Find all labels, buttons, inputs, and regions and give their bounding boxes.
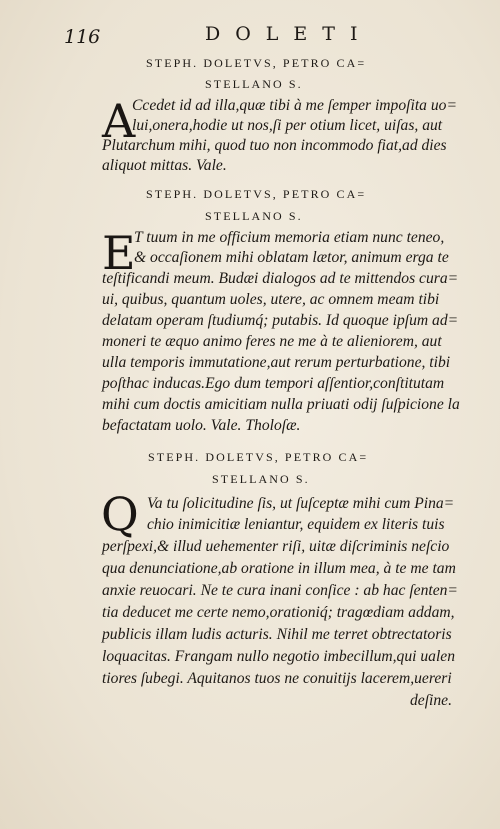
letter-text-line: loquacitas. Frangam nullo negotio imbecillum,qui ualen [102, 648, 455, 665]
letter-text-line: delatam operam ſtudiumq́; putabis. Id quoque ipſum ad= [102, 312, 459, 329]
drop-cap-initial: A [102, 94, 136, 148]
letter-text-line: anxie reuocari. Ne te cura inani conſice : ab hac ſenten= [102, 582, 458, 599]
letter-text-line: deſine. [410, 692, 452, 709]
drop-cap-initial: E [102, 226, 136, 280]
letter-heading-line1: STEPH. DOLETVS, PETRO CA= [146, 187, 367, 201]
letter-text-line: qua denunciatione,ab oratione in illum mea, à te me tam [102, 560, 456, 577]
letter-heading-line1: STEPH. DOLETVS, PETRO CA= [146, 56, 367, 70]
letter-text-line: & occaſionem mihi oblatam lætor, animum erga te [134, 249, 449, 266]
letter-text-line: lui,onera,hodie ut nos,ſi per otium licet, uiſas, aut [132, 117, 443, 134]
letter-text-line: chio inimicitiæ leniantur, equidem ex literis tuis [147, 516, 445, 533]
letter-heading-line2: STELLANO S. [205, 77, 303, 91]
letter-text-line: T tuum in me officium memoria etiam nunc teneo, [134, 229, 445, 246]
running-head: DOLETI [205, 23, 373, 45]
letter-text-line: Va tu ſolicitudine ſis, ut ſuſceptæ mihi cum Pina= [147, 495, 455, 512]
letter-text-line: poſthac inducas.Ego dum tempori aſſentior,conſtitutam [102, 375, 445, 392]
letter-heading-line2: STELLANO S. [212, 472, 310, 486]
letter-text-line: perſpexi,& illud uehementer riſi, uitæ diſcriminis neſcio [102, 538, 450, 555]
letter-text-line: moneri te æquo animo feres ne me à te alieniorem, aut [102, 333, 442, 350]
letter-text-line: Ccedet id ad illa,quæ tibi à me ſemper impoſita uo= [132, 97, 457, 114]
letter-text-line: ulla temporis immutatione,aut rerum perturbatione, tibi [102, 354, 451, 371]
page-number: 116 [64, 26, 101, 48]
letter-text-line: publicis illam ludis acturis. Nihil me terret obtrectatoris [102, 626, 452, 643]
letter-heading-line1: STEPH. DOLETVS, PETRO CA= [148, 450, 369, 464]
letter-text-line: ui, quibus, quantum uoles, utere, ac omnem meam tibi [102, 291, 440, 308]
letter-text-line: tiores ſubegi. Aquitanos tuos ne conuitijs lacerem,uereri [102, 670, 452, 687]
letter-text-line: teſtificandi meum. Budæi dialogos ad te mittendos cura= [102, 270, 459, 287]
letter-text-line: befactatam uolo. Vale. Tholoſæ. [102, 417, 301, 434]
letter-heading-line2: STELLANO S. [205, 209, 303, 223]
letter-text-line: mihi cum doctis amicitiam nulla priuati odij ſuſpicione la [102, 396, 460, 413]
letter-text-line: aliquot mittas. Vale. [102, 157, 227, 174]
drop-cap-initial: Q [101, 487, 139, 541]
letter-text-line: Plutarchum mihi, quod tuo non incommodo fiat,ad dies [102, 137, 447, 154]
letter-text-line: tia deducet me certe nemo,orationiq́; tragœdiam addam, [102, 604, 455, 621]
